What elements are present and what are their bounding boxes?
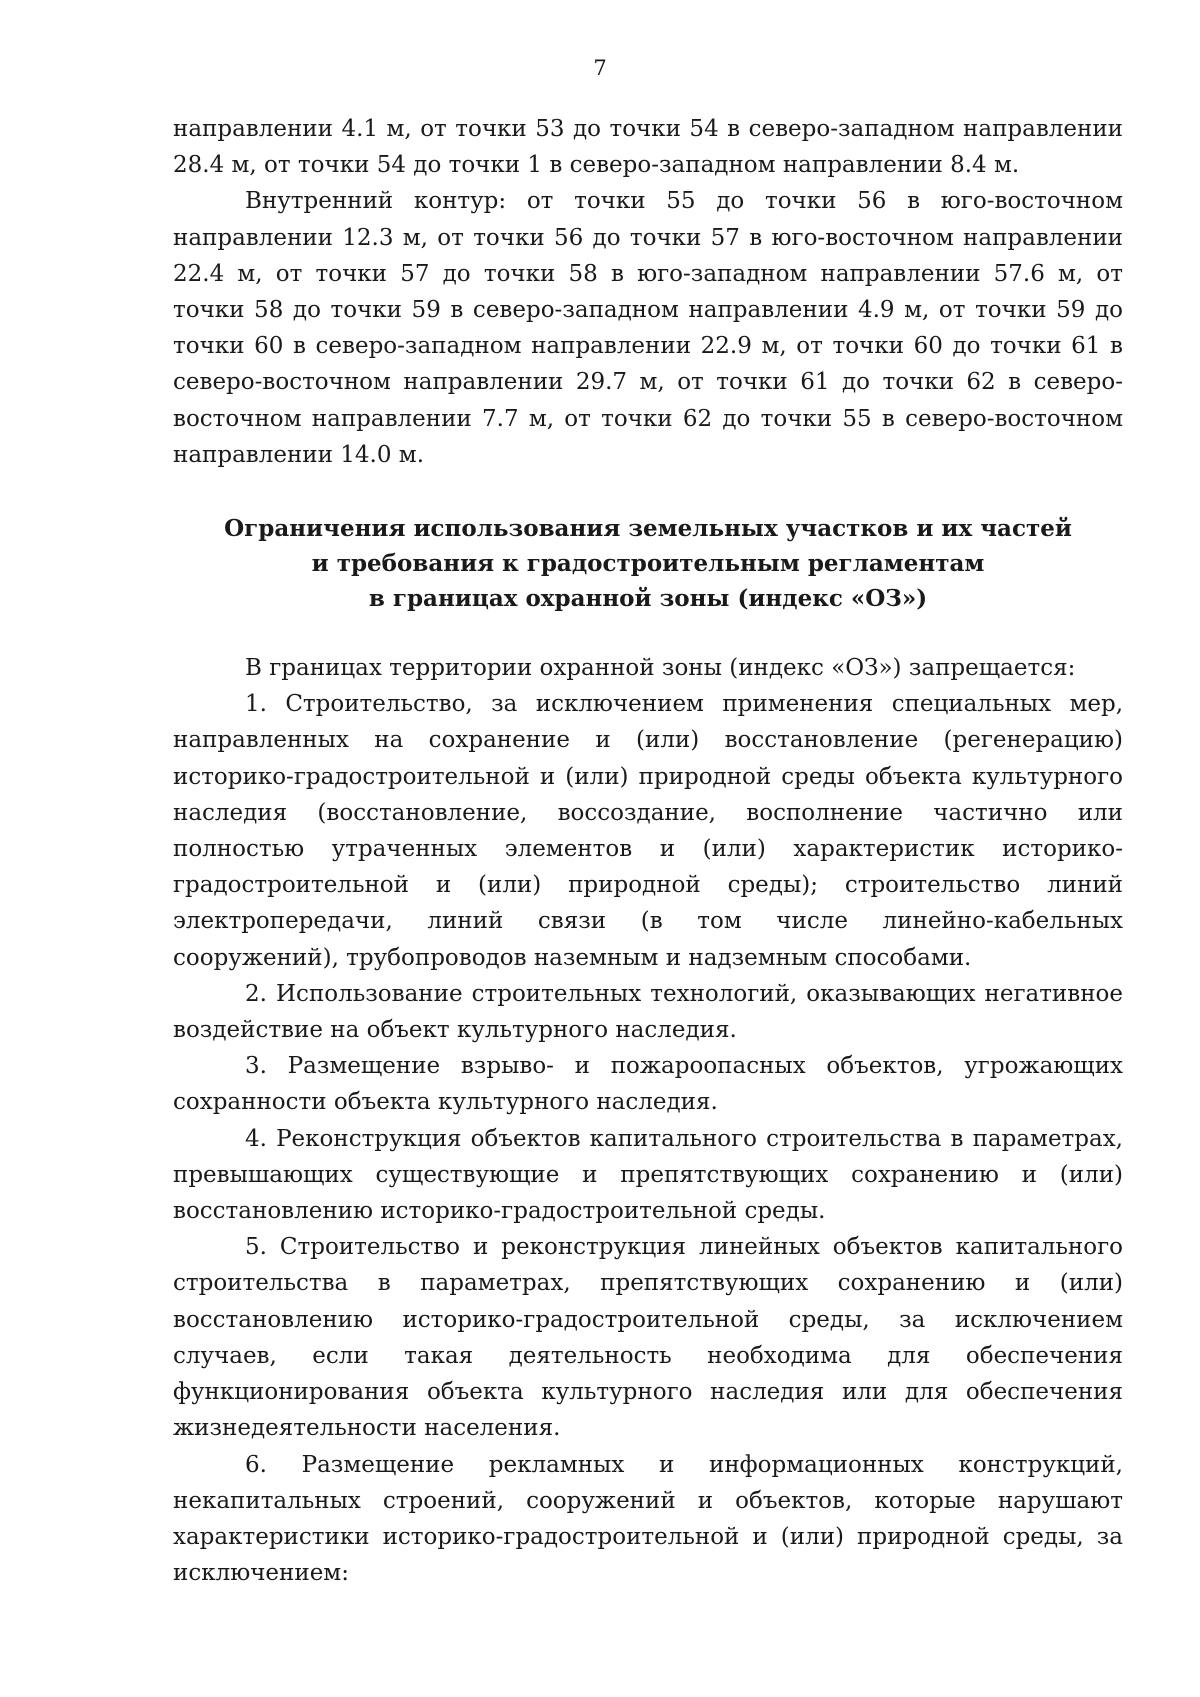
heading-line-1: Ограничения использования земельных участков и их частей [224,515,1072,543]
list-item-3: 3. Размещение взрыво- и пожароопасных объектов, угрожающих сохранности объекта культурного наследия. [173,1053,1123,1116]
list-item-2: 2. Использование строительных технологий, оказывающих негативное воздействие на объект культурного наследия. [173,980,1123,1044]
list-item-6: 6. Размещение рекламных и информационных конструкций, некапитальных строений, сооружений и объектов, которые нарушают характеристики историко-градостроительной и (или) природной среды, за исключением: [173,1451,1123,1587]
section-heading [173,511,1123,616]
paragraph-intro: В границах территории охранной зоны (индекс «ОЗ») запрещается: [245,655,1076,682]
heading-line-2: и требования к градостроительным регламентам [311,550,985,578]
document-body [173,111,1123,1591]
page-number: 7 [593,56,607,80]
paragraph-continuation: направлении 4.1 м, от точки 53 до точки 54 в северо-западном направлении 28.4 м, от точки 54 до точки 1 в северо-западном направлении 8.4 м. [173,116,1123,179]
list-item-1: 1. Строительство, за исключением применения специальных мер, направленных на сохранение и (или) восстановление (регенерацию) историко-градостроительной и (или) природной среды объекта культурного наследия (восстановление, воссоздание, восполнение частично или полностью утраченных элементов и (или) характеристик историко-градостроительной и (или) природной среды); строительство линий электропередачи, линий связи (в том числе линейно-кабельных сооружений), трубопроводов наземным и надземным способами. [173,691,1123,971]
heading-line-3: в границах охранной зоны (индекс «ОЗ») [368,585,928,613]
paragraph-inner-contour: Внутренний контур: от точки 55 до точки 56 в юго-восточном направлении 12.3 м, от точки 56 до точки 57 в юго-восточном направлении 22.4 м, от точки 57 до точки 58 в юго-западном направлении 57.6 м, от точки 58 до точки 59 в северо-западном направлении 4.9 м, от точки 59 до точки 60 в северо-западном направлении 22.9 м, от точки 60 до точки 61 в северо-восточном направлении 29.7 м, от точки 61 до точки 62 в северо-восточном направлении 7.7 м, от точки 62 до точки 55 в северо-восточном направлении 14.0 м. [173,188,1123,468]
list-item-5: 5. Строительство и реконструкция линейных объектов капитального строительства в параметрах, препятствующих сохранению и (или) восстановлению историко-градостроительной среды, за исключением случаев, если такая деятельность необходима для обеспечения функционирования объекта культурного наследия или для обеспечения жизнедеятельности населения. [173,1234,1123,1442]
list-item-4: 4. Реконструкция объектов капитального строительства в параметрах, превышающих существующие и препятствующих сохранению и (или) восстановлению историко-градостроительной среды. [173,1125,1123,1225]
